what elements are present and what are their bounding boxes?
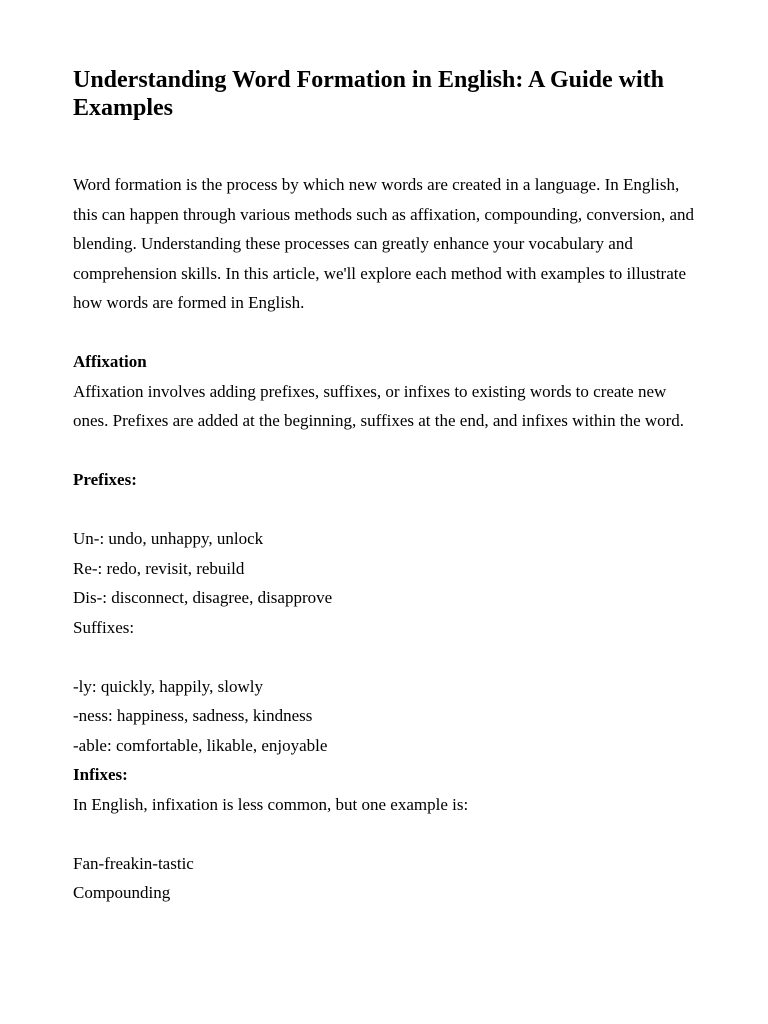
prefixes-heading: Prefixes: — [73, 470, 137, 489]
spacer — [73, 819, 703, 849]
list-item-suffix: -ly: quickly, happily, slowly — [73, 676, 263, 696]
infix-example: Fan-freakin-tastic — [73, 853, 194, 873]
list-item-suffix: -able: comfortable, likable, enjoyable — [73, 735, 328, 755]
spacer — [73, 318, 703, 348]
spacer — [73, 642, 703, 672]
intro-paragraph: Word formation is the process by which new words are created in a language. In English, this can happen through various methods such as affixation, compounding, conversion, and blending. Understanding these processes can greatly enhance your vocabulary and comprehension skills. In this article, we'll explore each method with examples to illustrate how words are formed in English. — [73, 175, 695, 312]
list-item-prefix: Re-: redo, revisit, rebuild — [73, 558, 245, 578]
affixation-paragraph: Affixation involves adding prefixes, suffixes, or infixes to existing words to create new ones. Prefixes are added at the beginning, suffixes at the end, and infixes within the word. — [73, 381, 685, 430]
section-heading-affixation: Affixation — [73, 352, 147, 371]
suffixes-heading: Suffixes: — [73, 617, 135, 637]
infixes-paragraph: In English, infixation is less common, but one example is: — [73, 794, 469, 814]
list-item-prefix: Dis-: disconnect, disagree, disapprove — [73, 588, 333, 607]
spacer — [73, 436, 703, 466]
page-title: Understanding Word Formation in English: A Guide with Examples — [73, 67, 665, 121]
document-page — [73, 66, 703, 908]
section-heading-compounding: Compounding — [73, 883, 171, 902]
spacer — [73, 495, 703, 525]
infixes-heading: Infixes: — [73, 765, 128, 784]
list-item-suffix: -ness: happiness, sadness, kindness — [73, 706, 313, 725]
list-item-prefix: Un-: undo, unhappy, unlock — [73, 529, 264, 548]
